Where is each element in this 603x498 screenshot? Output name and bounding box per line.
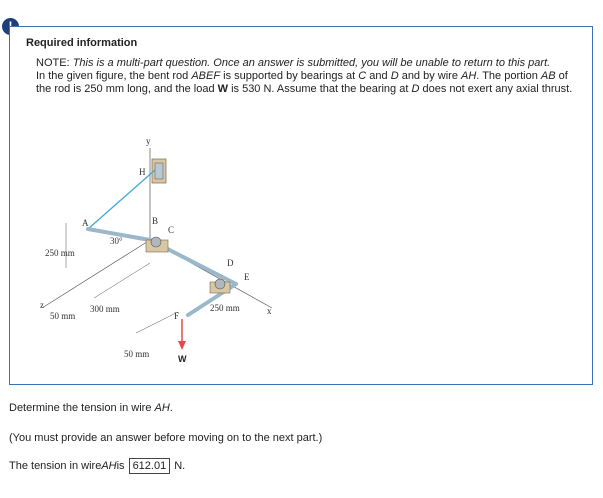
- label-h: H: [139, 167, 146, 177]
- note-text: [36, 57, 576, 96]
- label-dim-250-right: 250 mm: [210, 303, 240, 313]
- answer-ah: AH: [101, 460, 117, 472]
- dim-line-300: [94, 263, 150, 298]
- answer-row: [9, 458, 185, 474]
- problem-w: W: [217, 83, 229, 95]
- rod-figure: [40, 128, 290, 368]
- problem-c: C: [358, 70, 367, 82]
- label-y: y: [146, 136, 151, 146]
- label-dim-250-left: 250 mm: [45, 248, 75, 258]
- answer-unit: N.: [174, 460, 186, 472]
- problem-rod: ABEF: [191, 70, 221, 82]
- question-ah: AH: [154, 402, 170, 414]
- note-label: NOTE:: [36, 57, 70, 69]
- question-end: .: [169, 402, 173, 414]
- problem-ah: AH: [461, 70, 477, 82]
- question-prompt: [9, 402, 173, 414]
- answer-text-1: The tension in wire: [9, 460, 102, 472]
- label-b: B: [152, 216, 159, 226]
- problem-ab: AB: [540, 70, 556, 82]
- bearing-d: [215, 279, 225, 289]
- dim-line-50-bottom: [136, 312, 178, 333]
- wire-ah: [88, 170, 155, 229]
- problem-text-4: . The portion: [476, 70, 541, 82]
- problem-d: D: [390, 70, 399, 82]
- label-dim-50-bottom: 50 mm: [124, 349, 150, 359]
- label-dim-50-left: 50 mm: [50, 311, 76, 321]
- label-e: E: [244, 272, 250, 282]
- label-c: C: [168, 225, 175, 235]
- problem-text-7: does not exert any axial thrust.: [419, 83, 573, 95]
- answer-text-2: is: [116, 460, 125, 472]
- label-d: D: [227, 258, 234, 268]
- label-dim-300: 300 mm: [90, 304, 120, 314]
- problem-text-6: is 530 N. Assume that the bearing at: [228, 83, 412, 95]
- label-z: z: [40, 300, 44, 310]
- problem-text-2: is supported by bearings at: [220, 70, 359, 82]
- answer-value-box[interactable]: 612.01: [129, 458, 171, 474]
- load-arrowhead: [178, 341, 186, 350]
- label-a: A: [82, 218, 89, 228]
- problem-text-1: In the given figure, the bent rod: [36, 70, 192, 82]
- problem-text-5: of the rod is 250 mm long, and the load: [36, 70, 568, 95]
- label-w: W: [178, 354, 187, 364]
- question-text: Determine the tension in wire: [9, 402, 155, 414]
- problem-d2: D: [411, 83, 420, 95]
- bracket-plate: [155, 163, 163, 179]
- info-title: Required information: [26, 37, 138, 49]
- note-warning: This is a multi-part question. Once an answer is submitted, you will be unable to return to this part.: [72, 57, 551, 69]
- problem-text-3: and by wire: [398, 70, 462, 82]
- bearing-c: [151, 237, 161, 247]
- must-answer-note: (You must provide an answer before moving on to the next part.): [9, 432, 323, 444]
- label-angle: 30°: [110, 236, 123, 246]
- label-x: x: [267, 306, 272, 316]
- problem-and: and: [366, 70, 391, 82]
- label-f: F: [174, 311, 180, 321]
